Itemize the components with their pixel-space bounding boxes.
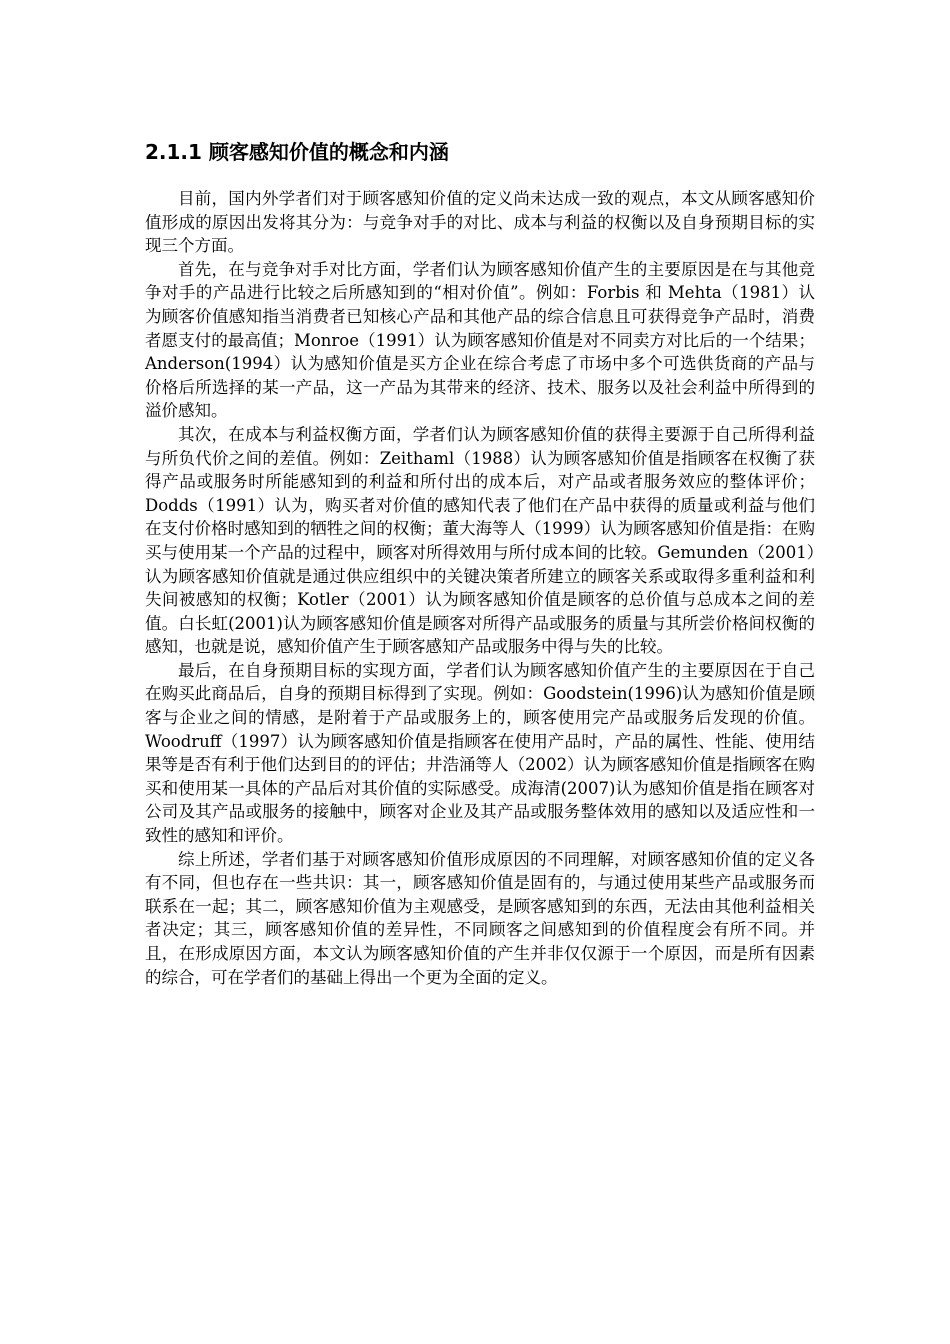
paragraph-summary: 综上所述，学者们基于对顾客感知价值形成原因的不同理解，对顾客感知价值的定义各有不同，但也存在一些共识：其一，顾客感知价值是固有的，与通过使用某些产品或服务而联系在一起；其二，顾客感知价值为主观感受，是顾客感知到的东西，无法由其他利益相关者决定；其三，顾客感知价值的差异性，不同顾客之间感知到的价值程度会有所不同。并且，在形成原因方面，本文认为顾客感知价值的产生并非仅仅源于一个原因，而是所有因素的综合，可在学者们的基础上得出一个更为全面的定义。 [145, 849, 815, 987]
section-body [145, 187, 815, 989]
paragraph-intro: 目前，国内外学者们对于顾客感知价值的定义尚未达成一致的观点，本文从顾客感知价值形成的原因出发将其分为：与竞争对手的对比、成本与利益的权衡以及自身预期目标的实现三个方面。 [145, 189, 815, 256]
paragraph-expected-goals: 最后，在自身预期目标的实现方面，学者们认为顾客感知价值产生的主要原因在于自己在购买此商品后，自身的预期目标得到了实现。例如：Goodstein(1996)认为感知价值是顾客与企业之间的情感，是附着于产品或服务上的，顾客使用完产品或服务后发现的价值。Woodruff（1997）认为顾客感知价值是指顾客在使用产品时，产品的属性、性能、使用结果等是否有利于他们达到目的的评估；井浩涌等人（2002）认为顾客感知价值是指顾客在购买和使用某一具体的产品后对其价值的实际感受。成海清(2007)认为感知价值是指在顾客对公司及其产品或服务的接触中，顾客对企业及其产品或服务整体效用的感知以及适应性和一致性的感知和评价。 [145, 660, 815, 846]
section-heading: 2.1.1 顾客感知价值的概念和内涵 [145, 140, 449, 164]
paragraph-cost-benefit: 其次，在成本与利益权衡方面，学者们认为顾客感知价值的获得主要源于自己所得利益与所负代价之间的差值。例如：Zeithaml（1988）认为顾客感知价值是指顾客在权衡了获得产品或服务时所能感知到的利益和所付出的成本后，对产品或者服务效应的整体评价；Dodds（1991）认为，购买者对价值的感知代表了他们在产品中获得的质量或利益与他们在支付价格时感知到的牺牲之间的权衡；董大海等人（1999）认为顾客感知价值是指：在购买与使用某一个产品的过程中，顾客对所得效用与所付成本间的比较。Gemunden（2001）认为顾客感知价值就是通过供应组织中的关键决策者所建立的顾客关系或取得多重利益和利失间被感知的权衡；Kotler（2001）认为顾客感知价值是顾客的总价值与总成本之间的差值。白长虹(2001)认为顾客感知价值是顾客对所得产品或服务的质量与其所尝价格间权衡的感知，也就是说，感知价值产生于顾客感知产品或服务中得与失的比较。 [145, 424, 815, 657]
paragraph-competitor-comparison: 首先，在与竞争对手对比方面，学者们认为顾客感知价值产生的主要原因是在与其他竞争对手的产品进行比较之后所感知到的“相对价值”。例如：Forbis 和 Mehta（1981）认为顾客价值感知指当消费者已知核心产品和其他产品的综合信息且可获得竞争产品时，消费者愿支付的最高值；Monroe（1991）认为顾客感知价值是对不同卖方对比后的一个结果；Anderson(1994）认为感知价值是买方企业在综合考虑了市场中多个可选供货商的产品与价格后所选择的某一产品，这一产品为其带来的经济、技术、服务以及社会利益中所得到的溢价感知。 [145, 259, 815, 421]
